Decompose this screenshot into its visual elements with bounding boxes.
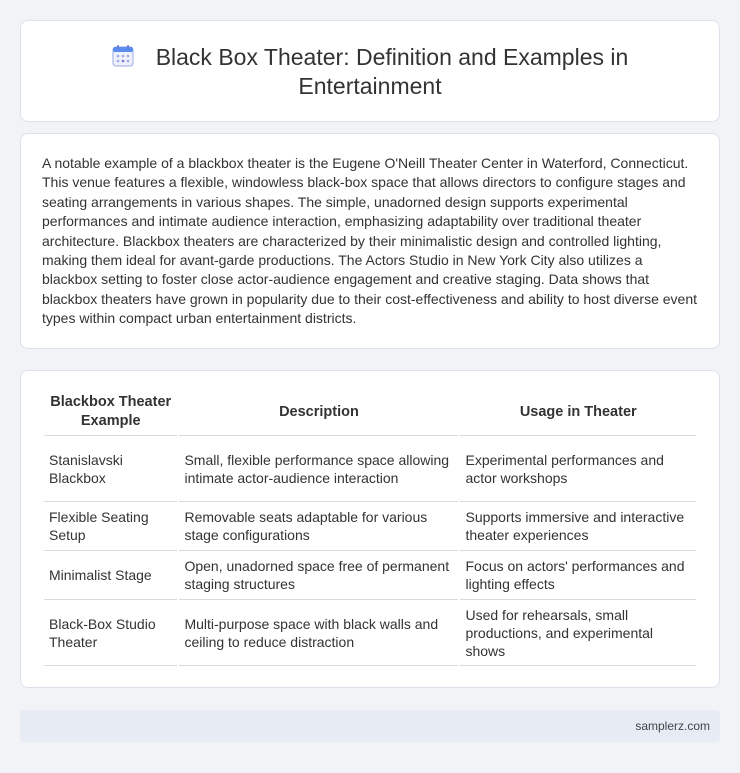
cell-usage: Supports immersive and interactive theater experiences [460, 502, 696, 551]
cell-description: Open, unadorned space free of permanent staging structures [179, 551, 458, 600]
table-row [44, 502, 696, 551]
cell-usage: Experimental performances and actor workshops [460, 436, 696, 502]
header-example: Blackbox Theater Example [44, 389, 177, 436]
header-description: Description [179, 389, 458, 436]
table-row [44, 436, 696, 502]
table-row [44, 600, 696, 666]
header-usage: Usage in Theater [460, 389, 696, 436]
footer-bar [20, 710, 720, 742]
page-title-wrap [21, 43, 719, 101]
cell-example: Stanislavski Blackbox [44, 436, 177, 502]
table-row [44, 551, 696, 600]
page-title: Black Box Theater: Definition and Examples in Entertainment [155, 44, 629, 99]
cell-usage: Used for rehearsals, small productions, and experimental shows [460, 600, 696, 666]
cell-description: Multi-purpose space with black walls and ceiling to reduce distraction [179, 600, 458, 666]
cell-example: Flexible Seating Setup [44, 502, 177, 551]
footer-site-link[interactable]: samplerz.com [635, 719, 710, 733]
cell-description: Small, flexible performance space allowing intimate actor-audience interaction [179, 436, 458, 502]
cell-usage: Focus on actors' performances and lighting effects [460, 551, 696, 600]
table-card [20, 370, 720, 688]
examples-table [42, 389, 698, 666]
title-card [20, 20, 720, 122]
table-header-row [44, 389, 696, 436]
cell-example: Black-Box Studio Theater [44, 600, 177, 666]
cell-description: Removable seats adaptable for various stage configurations [179, 502, 458, 551]
calendar-icon [112, 45, 134, 67]
intro-paragraph: A notable example of a blackbox theater is the Eugene O'Neill Theater Center in Waterford, Connecticut. This venue features a flexible, windowless black-box space that allows directors to configure stages and seating arrangements in various shapes. The simple, unadorned design supports experimental performances and intimate audience interaction, emphasizing adaptability over traditional theater architecture. Blackbox theaters are characterized by their minimalistic design and controlled lighting, making them ideal for avant-garde productions. The Actors Studio in New York City also utilizes a blackbox setting to foster close actor-audience engagement and creative staging. Data shows that blackbox theaters have grown in popularity due to their cost-effectiveness and ability to host diverse event types within compact urban entertainment districts. [42, 155, 698, 327]
cell-example: Minimalist Stage [44, 551, 177, 600]
intro-card [20, 133, 720, 349]
